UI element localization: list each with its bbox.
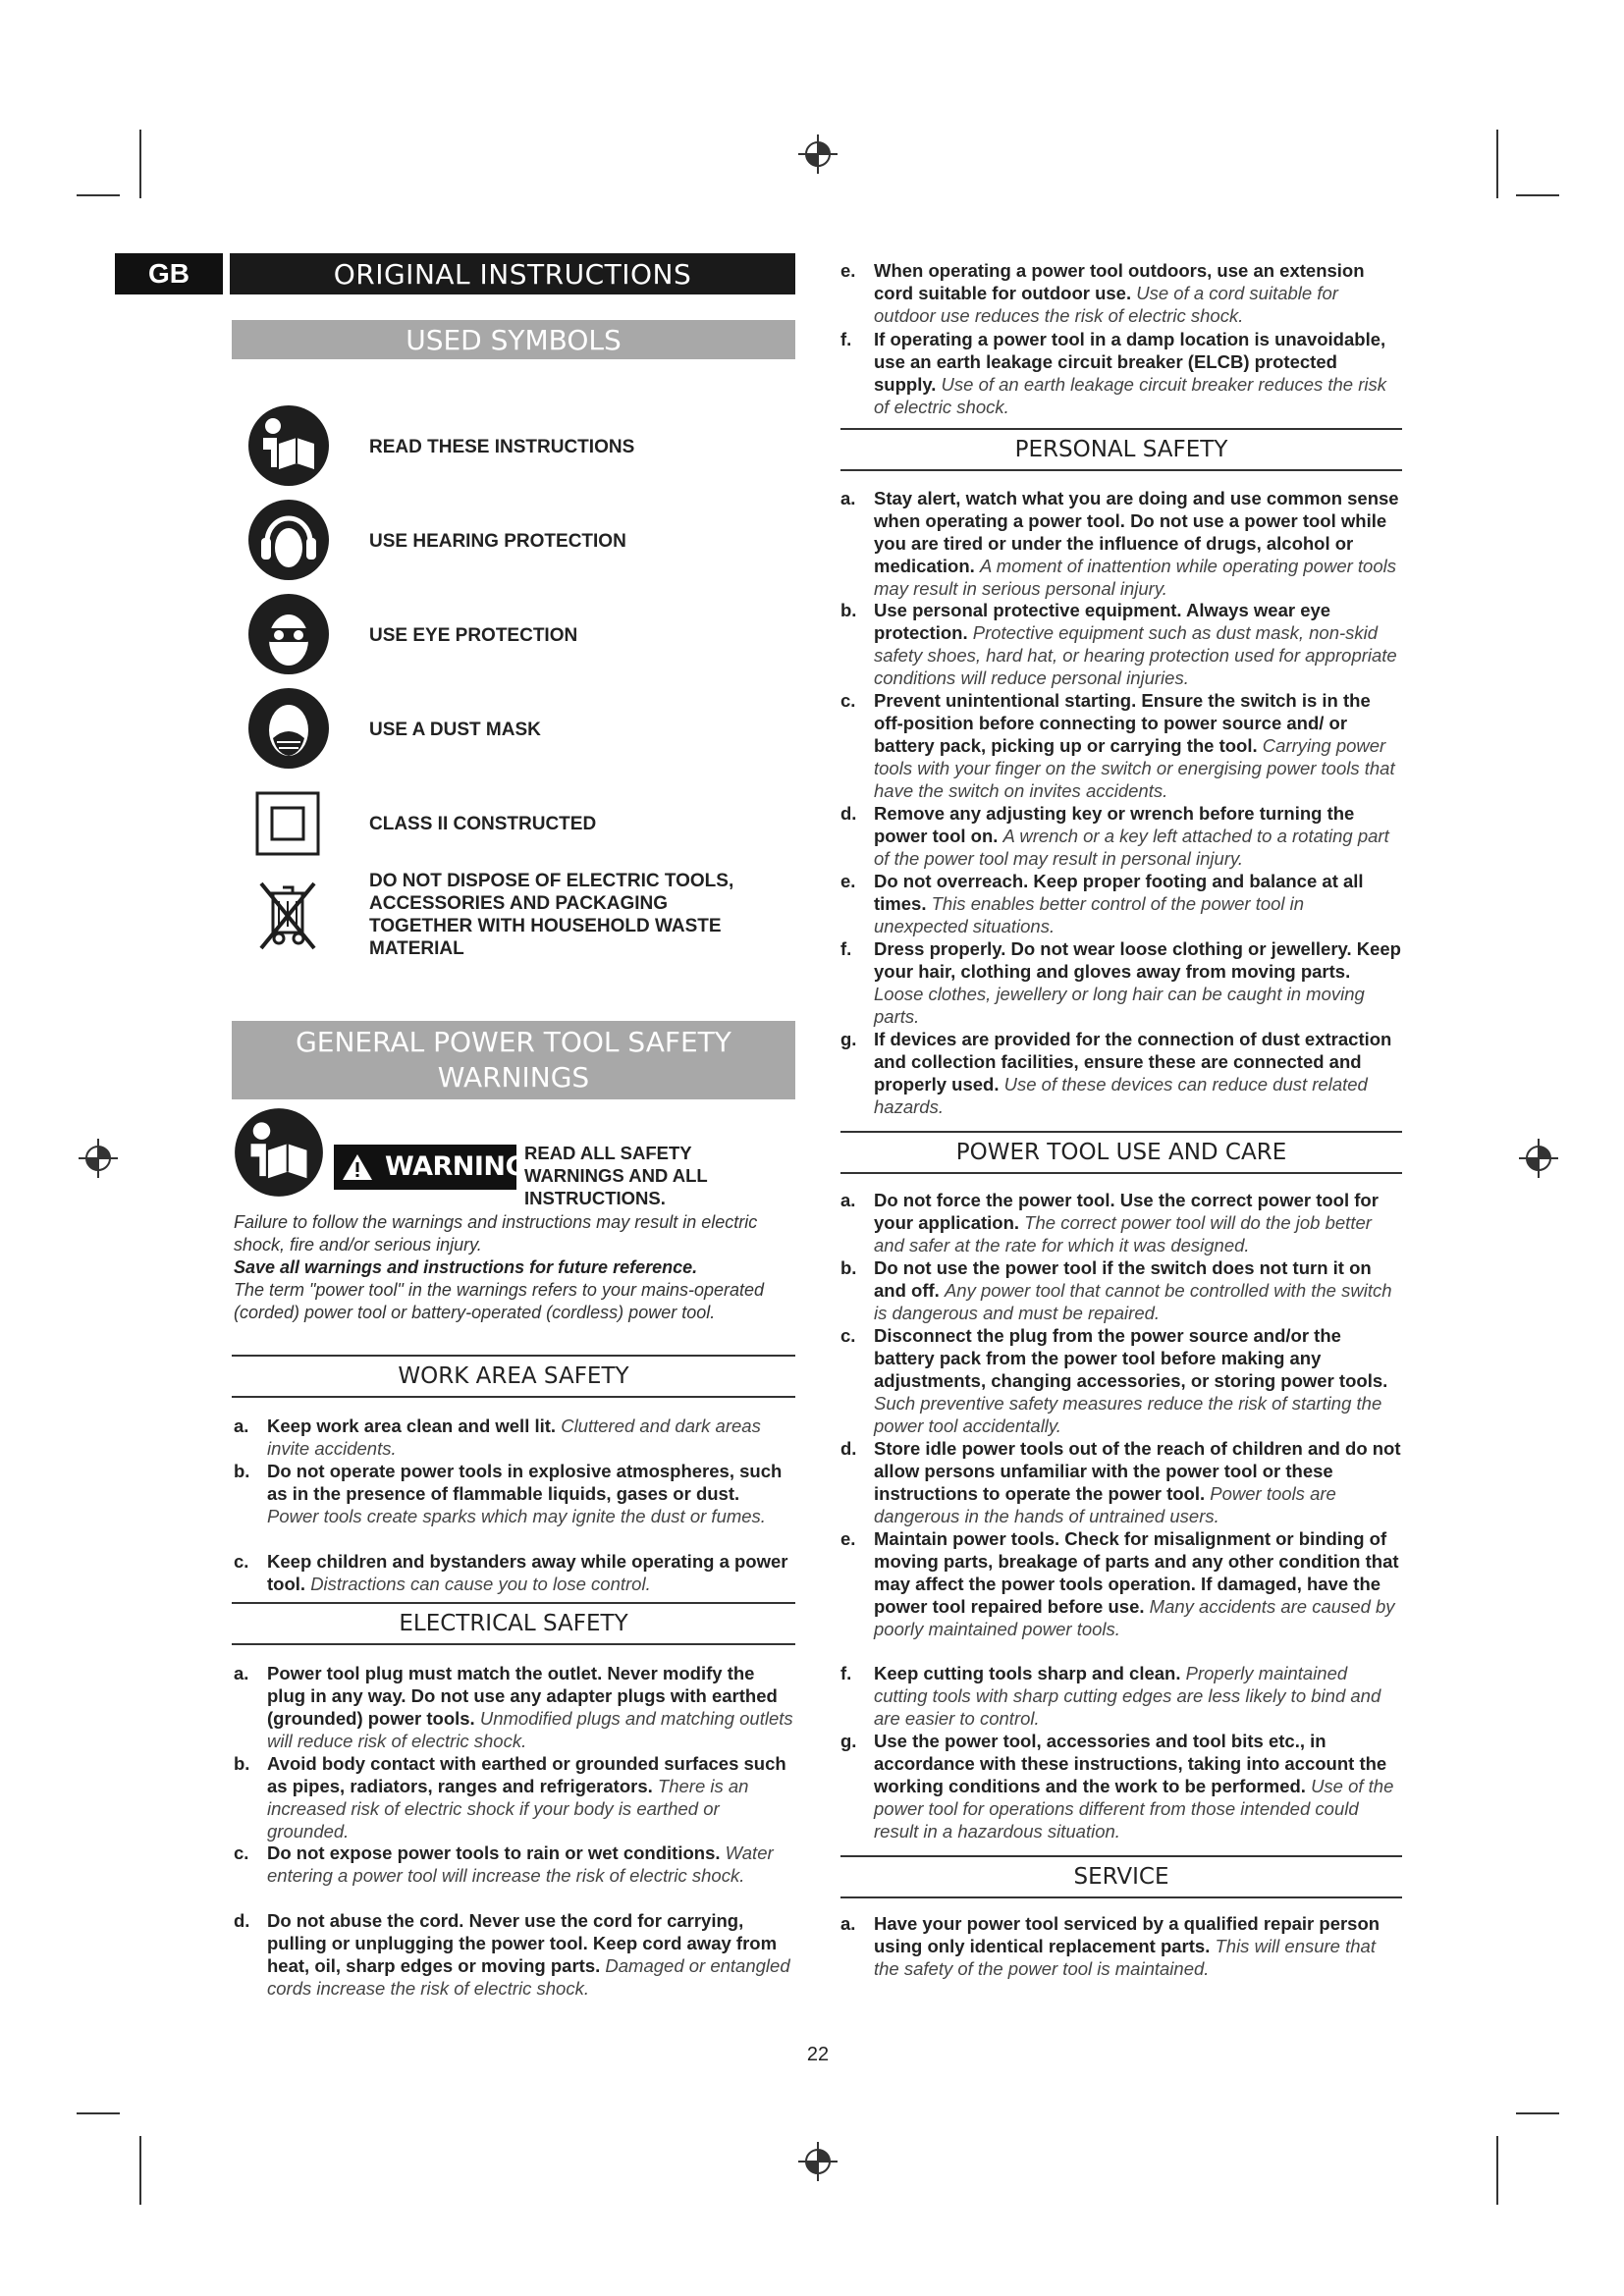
list-item-reason: Such preventive safety measures reduce the risk of starting the power tool accidentally.: [874, 1393, 1382, 1436]
list-item-instruction: Disconnect the plug from the power source and/or the battery pack from the power tool before making any adjustments, changing accessories, or storing power tools.: [874, 1325, 1388, 1391]
list-item-marker: d.: [234, 1910, 250, 1931]
list-item-reason: Protective equipment such as dust mask, non-skid safety shoes, hard hat, or hearing protection used for appropriate conditions will reduce personal injuries.: [874, 622, 1397, 688]
section-heading-personal: PERSONAL SAFETY: [840, 428, 1402, 471]
list-item: [234, 1909, 795, 2000]
crop-mark: [77, 194, 120, 196]
list-item-marker: c.: [840, 1325, 856, 1346]
list-item-text: [874, 1189, 1402, 1256]
list-item-marker: d.: [840, 1438, 857, 1459]
crop-mark: [139, 2136, 141, 2205]
list-item-instruction: Do not operate power tools in explosive atmospheres, such as in the presence of flammable liquids, gases or dust.: [267, 1461, 783, 1504]
list-item-instruction: Remove any adjusting key or wrench before turning the power tool on.: [874, 803, 1355, 846]
list-item: [840, 1189, 1402, 1256]
warning-triangle-icon: [342, 1153, 373, 1181]
list-item-marker: b.: [840, 600, 857, 620]
list-item-marker: e.: [840, 871, 856, 891]
list-item-text: [267, 1662, 795, 1752]
crop-mark: [1516, 2112, 1559, 2114]
list-item: [234, 1842, 795, 1887]
list-item: [840, 1527, 1402, 1640]
page-number: 22: [806, 2044, 830, 2065]
class-ii-icon: [255, 791, 320, 856]
list-item-instruction: Do not abuse the cord. Never use the cord for carrying, pulling or unplugging the power tool. Keep cord away from heat, oil, sharp edges or moving parts.: [267, 1910, 778, 1976]
list-item-text: [267, 1842, 795, 1887]
list-item-text: [874, 1324, 1402, 1437]
crop-mark: [1496, 2136, 1498, 2205]
list-item-instruction: Do not expose power tools to rain or wet conditions.: [267, 1842, 726, 1863]
warning-text: READ ALL SAFETY WARNINGS AND ALL INSTRUCTIONS.: [524, 1143, 708, 1208]
list-item-text: [874, 1662, 1402, 1730]
list-item: [840, 1730, 1402, 1842]
list-item-marker: g.: [840, 1731, 857, 1751]
weee-bin-icon: [253, 880, 322, 954]
list-item-marker: a.: [840, 1190, 856, 1210]
list-item-instruction: Keep children and bystanders away while operating a power tool.: [267, 1551, 788, 1594]
list-item: [840, 1324, 1402, 1437]
list-item-reason: There is an increased risk of electric shock if your body is earthed or grounded.: [267, 1776, 749, 1842]
list-item: [234, 1460, 795, 1527]
list-item-instruction: Avoid body contact with earthed or grounded surfaces such as pipes, radiators, ranges and refrigerators.: [267, 1753, 786, 1796]
list-item-marker: e.: [840, 260, 856, 281]
symbol-row: [247, 404, 797, 491]
list-item-instruction: Keep cutting tools sharp and clean.: [874, 1663, 1186, 1683]
list-item: [234, 1415, 795, 1460]
list-item-instruction: Store idle power tools out of the reach of children and do not allow persons unfamiliar with the power tool or these instructions to operate the power tool.: [874, 1438, 1401, 1504]
page-title: ORIGINAL INSTRUCTIONS: [230, 253, 795, 294]
crop-mark: [77, 2112, 120, 2114]
symbol-row: [247, 593, 797, 679]
list-item-text: [874, 487, 1402, 600]
list-item: [840, 328, 1402, 418]
list-item-marker: b.: [234, 1461, 250, 1481]
read-manual-icon: [247, 404, 330, 487]
registration-mark-icon: [1517, 1137, 1560, 1180]
list-item-reason: Many accidents are caused by poorly maintained power tools.: [874, 1596, 1395, 1639]
list-item-marker: f.: [840, 329, 852, 349]
list-item-marker: b.: [234, 1753, 250, 1774]
dust-mask-icon: [247, 687, 330, 770]
general-warnings-heading: GENERAL POWER TOOL SAFETY WARNINGS: [232, 1021, 795, 1099]
list-item-marker: c.: [840, 690, 856, 711]
crop-mark: [139, 130, 141, 198]
list-item-text: [874, 937, 1402, 1028]
list-item-instruction: Prevent unintentional starting. Ensure the switch is in the off-position before connecting to power source and/ or battery pack, picking up or carrying the tool.: [874, 690, 1371, 756]
section-heading-electrical: ELECTRICAL SAFETY: [232, 1602, 795, 1645]
crop-mark: [1496, 130, 1498, 198]
list-item-reason: The correct power tool will do the job better and safer at the rate for which it was designed.: [874, 1212, 1372, 1255]
list-item-marker: g.: [840, 1029, 857, 1049]
symbol-label: DO NOT DISPOSE OF ELECTRIC TOOLS, ACCESSORIES AND PACKAGING TOGETHER WITH HOUSEHOLD WASTE MATERIAL: [369, 871, 734, 959]
registration-mark-icon: [77, 1137, 120, 1180]
section-heading-service: SERVICE: [840, 1855, 1402, 1898]
list-item-reason: Power tools create sparks which may ignite the dust or fumes.: [267, 1506, 766, 1526]
list-item-text: [874, 1912, 1402, 1980]
list-item-text: [874, 1437, 1402, 1527]
list-item-instruction: Maintain power tools. Check for misalignment or binding of moving parts, breakage of parts and any other condition that may affect the power tools operation. If damaged, have the power tool repaired before use.: [874, 1528, 1399, 1617]
list-item: [840, 487, 1402, 600]
list-item-reason: Cluttered and dark areas invite accidents.: [267, 1415, 761, 1459]
list-item: [840, 599, 1402, 689]
warning-intro: Failure to follow the warnings and instructions may result in electric shock, fire and/or serious injury. Save all warnings and instructions for future reference. The term "power tool" in the warnings refers to your mains-operated (corded) power tool or battery-operated (cordless) power tool.: [234, 1212, 765, 1322]
list-item: [840, 1028, 1402, 1118]
registration-mark-icon: [796, 133, 839, 176]
list-item-reason: Use of an earth leakage circuit breaker reduces the risk of electric shock.: [874, 374, 1387, 417]
section-heading-use-care: POWER TOOL USE AND CARE: [840, 1131, 1402, 1174]
list-item: [840, 1662, 1402, 1730]
list-item: [840, 870, 1402, 937]
list-item-reason: Loose clothes, jewellery or long hair can be caught in moving parts.: [874, 984, 1365, 1027]
symbol-label: USE A DUST MASK: [369, 720, 541, 740]
list-item-reason: Carrying power tools with your finger on the switch or energising power tools that have the switch on invites accidents.: [874, 735, 1395, 801]
list-item-marker: d.: [840, 803, 857, 824]
section-heading-work-area: WORK AREA SAFETY: [232, 1355, 795, 1398]
crop-mark: [1516, 194, 1559, 196]
list-item-reason: Use of a cord suitable for outdoor use reduces the risk of electric shock.: [874, 283, 1338, 326]
list-item-instruction: If devices are provided for the connection of dust extraction and collection facilities, ensure these are connected and properly used.: [874, 1029, 1392, 1095]
list-item-marker: a.: [840, 488, 856, 508]
list-item-text: [874, 599, 1402, 689]
list-item: [840, 802, 1402, 870]
eye-protection-icon: [247, 593, 330, 675]
list-item-reason: This will ensure that the safety of the power tool is maintained.: [874, 1936, 1376, 1979]
read-manual-icon: [234, 1107, 324, 1198]
list-item-instruction: Power tool plug must match the outlet. Never modify the plug in any way. Do not use any adapter plugs with earthed (grounded) power tools.: [267, 1663, 778, 1729]
list-item-reason: Any power tool that cannot be controlled with the switch is dangerous and must be repaired.: [874, 1280, 1392, 1323]
list-item-text: [267, 1752, 795, 1842]
list-item-text: [267, 1415, 795, 1460]
list-item-reason: Damaged or entangled cords increase the risk of electric shock.: [267, 1955, 790, 1999]
symbol-row: [247, 499, 797, 585]
list-item-marker: c.: [234, 1551, 249, 1572]
list-item-marker: f.: [840, 1663, 852, 1683]
warning-badge: [334, 1145, 527, 1190]
list-item-text: [267, 1909, 795, 2000]
list-item-instruction: Have your power tool serviced by a qualified repair person using only identical replacement parts.: [874, 1913, 1380, 1956]
list-item-reason: Distractions can cause you to lose control.: [310, 1574, 651, 1594]
list-item-instruction: Do not use the power tool if the switch does not turn it on and off.: [874, 1257, 1372, 1301]
list-item: [840, 689, 1402, 802]
list-item: [840, 1912, 1402, 1980]
list-item-reason: Power tools are dangerous in the hands of untrained users.: [874, 1483, 1336, 1526]
list-item-instruction: If operating a power tool in a damp location is unavoidable, use an earth leakage circuit breaker (ELCB) protected supply.: [874, 329, 1386, 395]
list-item-instruction: Keep work area clean and well lit.: [267, 1415, 562, 1436]
list-item-reason: Unmodified plugs and matching outlets will reduce risk of electric shock.: [267, 1708, 793, 1751]
list-item-marker: a.: [234, 1415, 249, 1436]
list-item-text: [874, 1028, 1402, 1118]
list-item-marker: e.: [840, 1528, 856, 1549]
list-item-instruction: Do not overreach. Keep proper footing and balance at all times.: [874, 871, 1364, 914]
list-item-instruction: Use the power tool, accessories and tool bits etc., in accordance with these instructions, taking into account the working conditions and the work to be performed.: [874, 1731, 1387, 1796]
list-item-instruction: Use personal protective equipment. Always wear eye protection.: [874, 600, 1331, 643]
hearing-protection-icon: [247, 499, 330, 581]
list-item-instruction: When operating a power tool outdoors, use an extension cord suitable for outdoor use.: [874, 260, 1365, 303]
list-item-marker: b.: [840, 1257, 857, 1278]
list-item-text: [874, 802, 1402, 870]
list-item-reason: Properly maintained cutting tools with sharp cutting edges are less likely to bind and are easier to control.: [874, 1663, 1381, 1729]
list-item: [840, 1437, 1402, 1527]
symbol-label: USE HEARING PROTECTION: [369, 531, 626, 552]
list-item-reason: A wrench or a key left attached to a rotating part of the power tool may result in personal injury.: [874, 826, 1389, 869]
symbol-row: [247, 870, 797, 968]
list-item-reason: A moment of inattention while operating power tools may result in serious personal injury.: [874, 556, 1396, 599]
list-item-marker: a.: [840, 1913, 856, 1934]
list-item-text: [874, 1730, 1402, 1842]
warning-badge-label: WARNING: [385, 1151, 527, 1182]
list-item-text: [874, 1256, 1402, 1324]
list-item-text: [267, 1460, 795, 1527]
registration-mark-icon: [796, 2140, 839, 2183]
list-item-text: [874, 328, 1402, 418]
symbol-row: [247, 687, 797, 774]
language-tab: GB: [115, 253, 223, 294]
list-item: [234, 1752, 795, 1842]
symbol-label: READ THESE INSTRUCTIONS: [369, 437, 635, 457]
list-item-marker: f.: [840, 938, 852, 959]
list-item-reason: Use of these devices can reduce dust related hazards.: [874, 1074, 1368, 1117]
list-item-marker: c.: [234, 1842, 249, 1863]
list-item-text: [267, 1550, 795, 1595]
list-item-reason: Use of the power tool for operations different from those intended could result in a hazardous situation.: [874, 1776, 1394, 1842]
list-item: [840, 259, 1402, 327]
list-item-instruction: Dress properly. Do not wear loose clothing or jewellery. Keep your hair, clothing and gloves away from moving parts.: [874, 938, 1401, 982]
list-item-marker: a.: [234, 1663, 249, 1683]
list-item-instruction: Do not force the power tool. Use the correct power tool for your application.: [874, 1190, 1379, 1233]
list-item: [840, 1256, 1402, 1324]
list-item-text: [874, 259, 1402, 327]
list-item: [234, 1662, 795, 1752]
used-symbols-heading: USED SYMBOLS: [232, 320, 795, 359]
list-item-reason: This enables better control of the power tool in unexpected situations.: [874, 893, 1305, 936]
list-item: [840, 937, 1402, 1028]
list-item-text: [874, 689, 1402, 802]
symbol-row: [247, 791, 797, 860]
symbol-label: CLASS II CONSTRUCTED: [369, 814, 597, 834]
list-item-reason: Water entering a power tool will increase the risk of electric shock.: [267, 1842, 774, 1886]
list-item-text: [874, 1527, 1402, 1640]
list-item: [234, 1550, 795, 1595]
symbol-label: USE EYE PROTECTION: [369, 625, 578, 646]
list-item-instruction: Stay alert, watch what you are doing and use common sense when operating a power tool. Do not use a power tool while you are tired or under the influence of drugs, alcohol or medication.: [874, 488, 1399, 576]
list-item-text: [874, 870, 1402, 937]
